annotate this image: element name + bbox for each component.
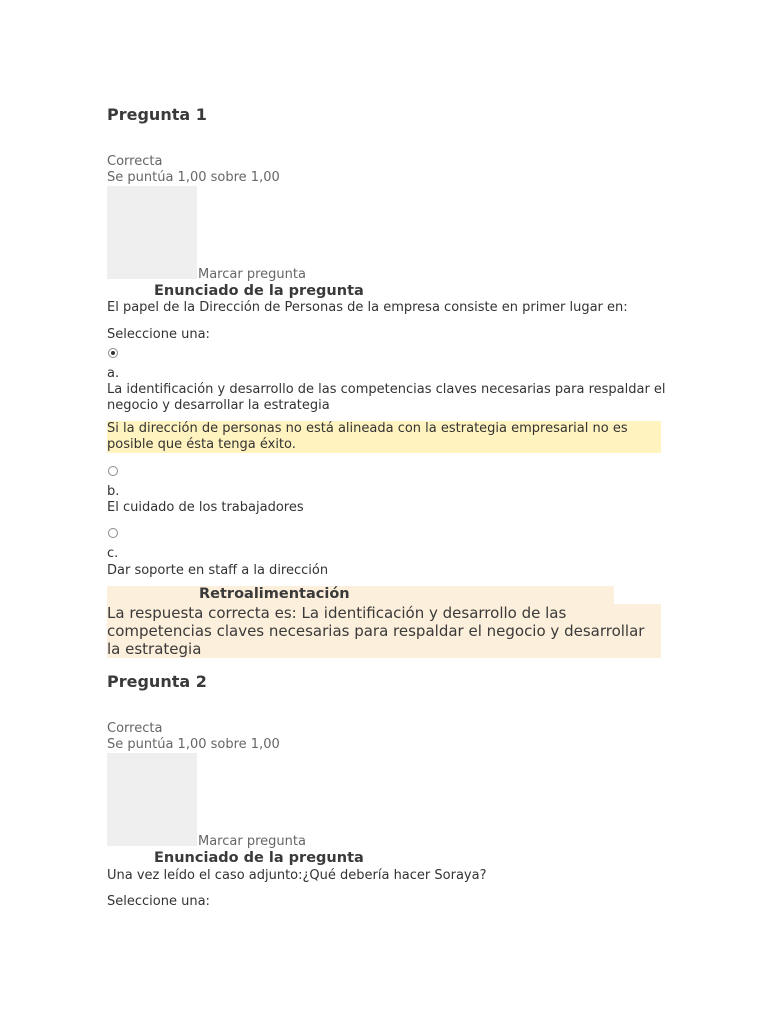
question-2-title: Pregunta 2 — [107, 672, 207, 691]
question-1-state: Correcta — [107, 154, 163, 169]
question-1-prompt: Seleccione una: — [107, 327, 210, 342]
question-2-text: Una vez leído el caso adjunto:¿Qué debería hacer Soraya? — [107, 868, 487, 883]
question-1-option-a-feedback: Si la dirección de personas no está alineada con la estrategia empresarial no es posible que ésta tenga éxito. — [107, 421, 661, 453]
question-1-option-a-radio[interactable] — [108, 348, 118, 358]
question-1-statement-heading: Enunciado de la pregunta — [154, 283, 364, 299]
question-1-flag-image[interactable] — [107, 186, 197, 279]
question-1-option-a-text[interactable]: La identificación y desarrollo de las competencias claves necesarias para respaldar el negocio y desarrollar la estrategia — [107, 382, 666, 413]
question-2-prompt: Seleccione una: — [107, 894, 210, 909]
question-1-flag-label[interactable]: Marcar pregunta — [198, 267, 306, 282]
question-2-state: Correcta — [107, 721, 163, 736]
question-1-option-b-letter: b. — [107, 484, 120, 499]
question-1-option-c-letter: c. — [107, 546, 119, 561]
question-1-feedback-heading: Retroalimentación — [107, 586, 614, 604]
question-2-grade: Se puntúa 1,00 sobre 1,00 — [107, 737, 280, 752]
question-1-option-c-radio[interactable] — [108, 528, 118, 538]
question-2-statement-heading: Enunciado de la pregunta — [154, 850, 364, 866]
question-1-option-b-radio[interactable] — [108, 466, 118, 476]
question-1-feedback-text: La respuesta correcta es: La identificación y desarrollo de las competencias claves necesarias para respaldar el negocio y desarrollar la estrategia — [107, 604, 661, 658]
question-1-option-b-text[interactable]: El cuidado de los trabajadores — [107, 500, 304, 515]
question-2-flag-label[interactable]: Marcar pregunta — [198, 834, 306, 849]
question-1-grade: Se puntúa 1,00 sobre 1,00 — [107, 170, 280, 185]
question-1-title: Pregunta 1 — [107, 105, 207, 124]
question-1-option-a-letter: a. — [107, 366, 120, 381]
question-1-option-c-text[interactable]: Dar soporte en staff a la dirección — [107, 563, 329, 578]
question-2-flag-image[interactable] — [107, 753, 197, 846]
question-1-text: El papel de la Dirección de Personas de la empresa consiste en primer lugar en: — [107, 300, 628, 315]
